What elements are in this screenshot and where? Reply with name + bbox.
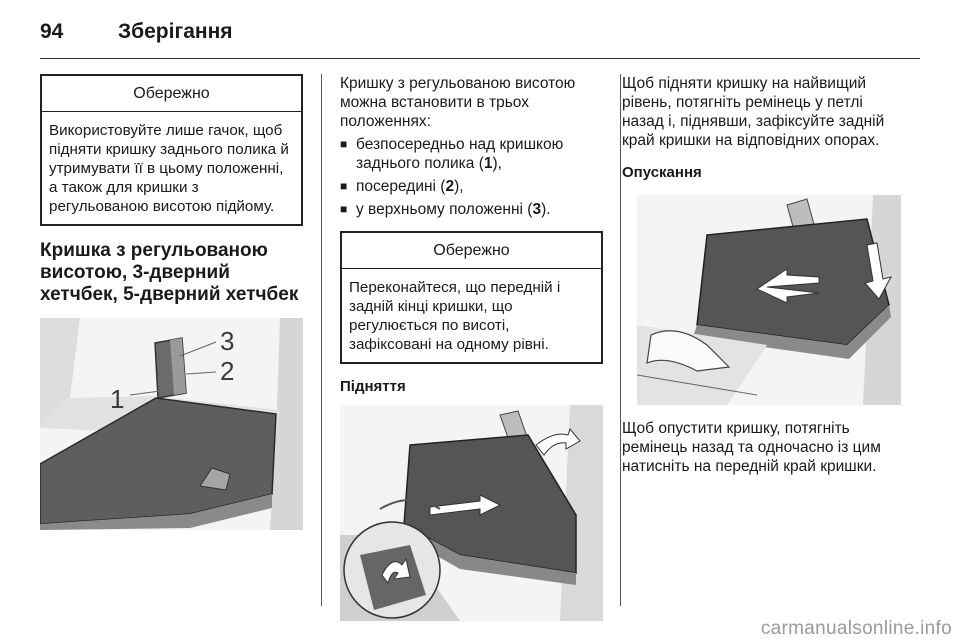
intro-text: Кришку з регульованою висотою можна встановити в трьох положеннях:: [340, 75, 576, 130]
raising-instructions: Щоб підняти кришку на найвищий рівень, потягніть ремінець у петлі назад і, піднявши, зафіксуйте задній край кришки на відповідних опорах.: [622, 75, 885, 149]
callout-3: 3: [220, 326, 235, 356]
illustration: [340, 405, 603, 621]
column-2: [340, 74, 603, 621]
warning-title: Обережно: [342, 233, 601, 269]
column-3: [621, 74, 901, 476]
list-item: ■ посередині (2),: [340, 177, 603, 196]
illustration: [40, 318, 303, 530]
positions-list: [340, 135, 603, 219]
callout-2: 2: [220, 356, 235, 386]
watermark: carmanualsonline.info: [760, 618, 952, 639]
list-item: ■ у верхньому положенні (3).: [340, 200, 603, 219]
header-divider: [40, 58, 920, 59]
list-item: ■ безпосередньо над кришкою заднього полика (1),: [340, 135, 603, 173]
subheading-raising: Підняття: [340, 378, 406, 395]
column-1: [40, 74, 303, 530]
warning-text: Використовуйте лише гачок, щоб підняти кришку заднього полика й утримувати її в цьому положенні, а також для кришки з регульованою висотою підйому.: [49, 122, 289, 215]
lowering-instructions: Щоб опустити кришку, потягніть ремінець назад та одночасно із цим натисніть на передній край кришки.: [622, 420, 881, 475]
page-header: [40, 12, 233, 52]
section-heading: Кришка з регульованою висотою, 3-дверний хетчбек, 5-дверний хетчбек: [40, 240, 299, 305]
warning-box: [340, 231, 603, 364]
section-title: Зберігання: [118, 20, 233, 43]
page-number: 94: [40, 20, 64, 43]
warning-box: [40, 74, 303, 226]
figure-raising: [340, 405, 603, 621]
figure-lowering: [637, 195, 901, 405]
warning-text: Переконайтеся, що передній і задній кінці кришки, що регулюється по висоті, зафіксовані на одному рівні.: [349, 279, 561, 353]
warning-title: Обережно: [42, 76, 301, 112]
callout-1: 1: [110, 384, 125, 414]
illustration: [637, 195, 901, 405]
column-divider: [321, 74, 322, 606]
figure-cover-positions: [40, 318, 303, 530]
subheading-lowering: Опускання: [622, 164, 702, 181]
